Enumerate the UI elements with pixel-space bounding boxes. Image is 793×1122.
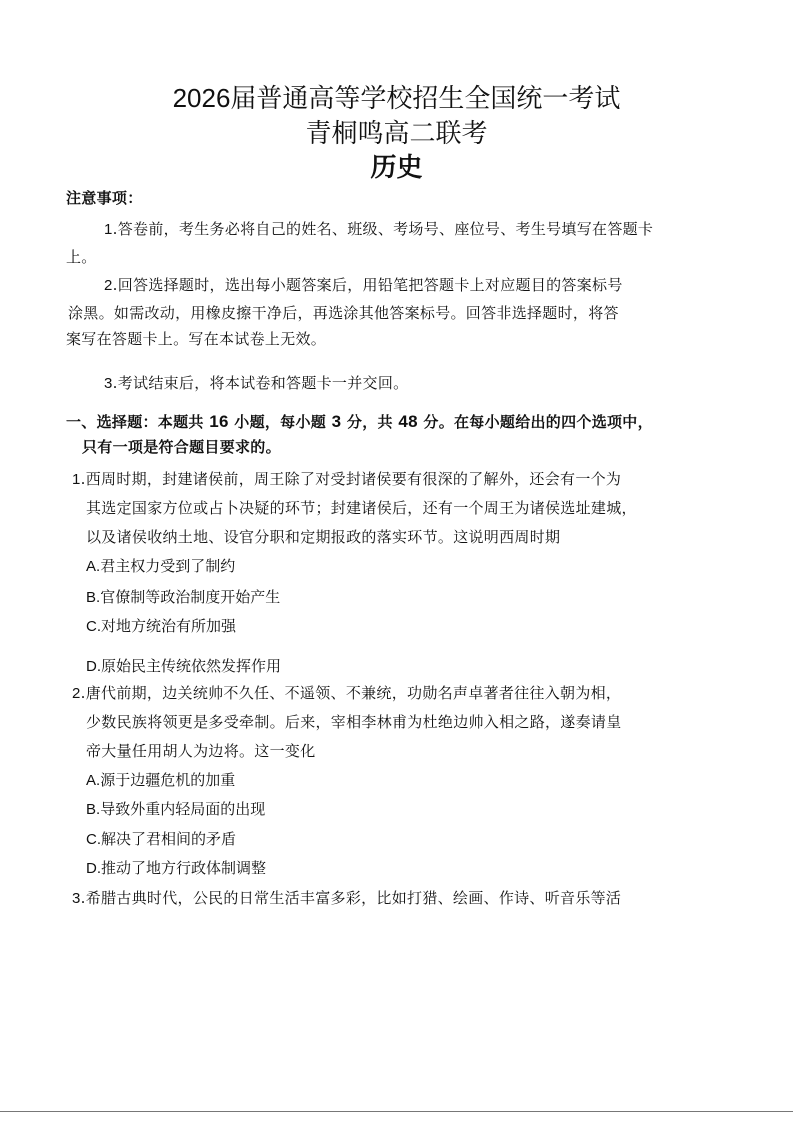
question-2-line-3: 帝大量任用胡人为边将。这一变化 bbox=[86, 742, 316, 760]
question-number: 3 bbox=[72, 890, 81, 907]
subject-title: 历史 bbox=[370, 153, 423, 183]
page-bottom-rule bbox=[0, 1111, 793, 1112]
question-3-line-1: 3.希腊古典时代，公民的日常生活丰富多彩，比如打猎、绘画、作诗、听音乐等活 bbox=[72, 889, 622, 907]
question-2-line-1: 2.唐代前期，边关统帅不久任、不遥领、不兼统，功勋名声卓著者往往入朝为相， bbox=[72, 684, 622, 702]
notice-item-3: 3.考试结束后，将本试卷和答题卡一并交回。 bbox=[104, 374, 409, 392]
section-header: 一、选择题：本题共 16 小题，每小题 3 分，共 48 分。在每小题给出的四个选项中， bbox=[66, 412, 653, 431]
question-2-option-b: B.导致外重内轻局面的出现 bbox=[86, 800, 266, 818]
question-1-option-b: B.官僚制等政治制度开始产生 bbox=[86, 588, 281, 606]
question-1-option-d: D.原始民主传统依然发挥作用 bbox=[86, 657, 282, 675]
notice-item-1-cont: 上。 bbox=[66, 248, 97, 266]
question-1-option-c: C.对地方统治有所加强 bbox=[86, 617, 237, 635]
exam-year: 2026 bbox=[172, 83, 231, 113]
notice-item-2-cont-2: 案写在答题卡上。写在本试卷上无效。 bbox=[66, 330, 327, 348]
question-1-line-1: 1.西周时期，封建诸侯前，周王除了对受封诸侯要有很深的了解外，还会有一个为 bbox=[72, 470, 622, 488]
exam-org: 青桐鸣高二联考 bbox=[305, 119, 488, 149]
question-1-line-2: 其选定国家方位或占卜决疑的环节；封建诸侯后，还有一个周王为诸侯选址建城， bbox=[86, 499, 637, 517]
exam-title-rest: 届普通高等学校招生全国统一考试 bbox=[230, 84, 621, 114]
notice-item-1: 1.答卷前，考生务必将自己的姓名、班级、考场号、座位号、考生号填写在答题卡 bbox=[104, 220, 654, 238]
question-2-option-d: D.推动了地方行政体制调整 bbox=[86, 859, 267, 877]
question-2-line-2: 少数民族将领更是多受牵制。后来，宰相李林甫为杜绝边帅入相之路，遂奏请皇 bbox=[86, 713, 622, 731]
exam-title bbox=[0, 82, 793, 115]
question-1-option-a: A.君主权力受到了制约 bbox=[86, 557, 236, 575]
notice-item-2: 2.回答选择题时，选出每小题答案后，用铅笔把答题卡上对应题目的答案标号 bbox=[104, 276, 623, 294]
notice-item-2-cont-1: 涂黑。如需改动，用橡皮擦干净后，再选涂其他答案标号。回答非选择题时，将答 bbox=[68, 304, 619, 322]
notice-heading: 注意事项： bbox=[66, 189, 143, 207]
question-2-option-a: A.源于边疆危机的加重 bbox=[86, 771, 236, 789]
question-number: 2 bbox=[72, 685, 81, 702]
section-header-cont: 只有一项是符合题目要求的。 bbox=[82, 438, 281, 456]
question-number: 1 bbox=[72, 471, 81, 488]
question-1-line-3: 以及诸侯收纳土地、设官分职和定期报政的落实环节。这说明西周时期 bbox=[86, 528, 561, 546]
question-2-option-c: C.解决了君相间的矛盾 bbox=[86, 830, 237, 848]
